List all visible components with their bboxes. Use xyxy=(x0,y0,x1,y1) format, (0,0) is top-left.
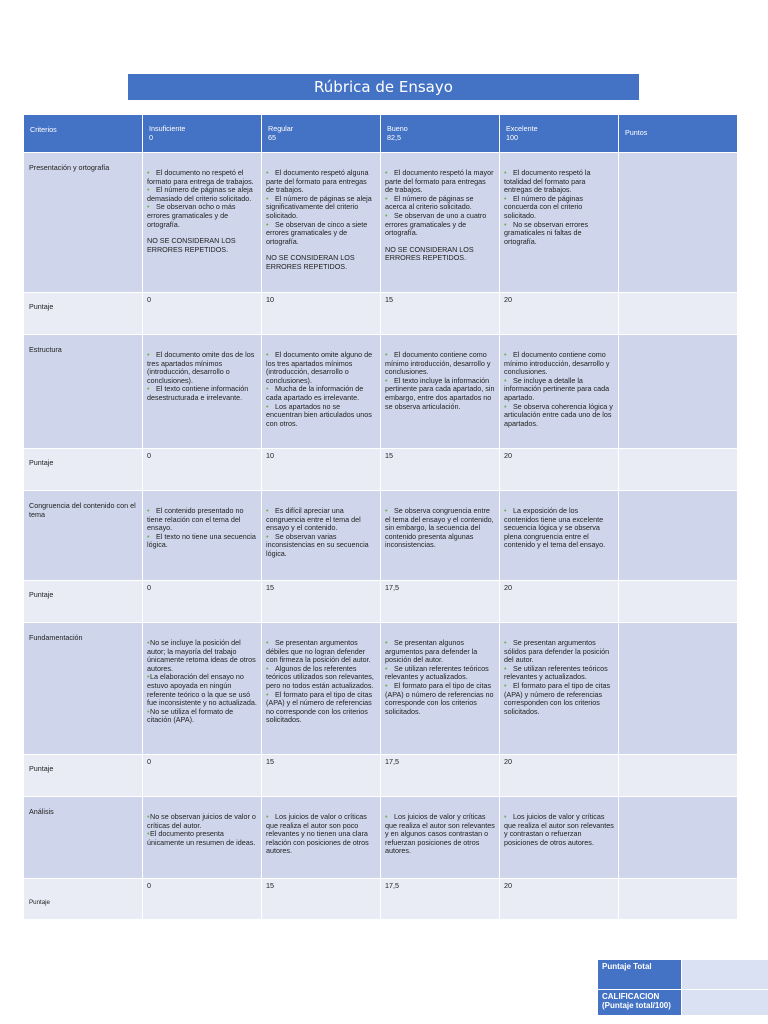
descriptor-list xyxy=(147,351,257,403)
descriptor-list xyxy=(385,639,495,716)
descriptor-insuficiente xyxy=(143,623,262,755)
descriptor-list xyxy=(385,813,495,856)
descriptor-item xyxy=(385,169,495,195)
score-excelente: 20 xyxy=(500,879,619,920)
descriptor-list xyxy=(504,351,614,428)
bullet-icon: • xyxy=(266,689,269,699)
descriptor-text: El número de páginas se aleja demasiado del criterio solicitado. xyxy=(147,185,253,203)
descriptor-text: La elaboración del ensayo no estuvo apoyada en ningún referente teórico o la que se usó fue inconsistente y no actualizada. xyxy=(147,672,257,708)
descriptor-text: El número de páginas se aleja significativamente del criterio solicitado. xyxy=(266,193,372,220)
score-excelente: 20 xyxy=(500,581,619,623)
descriptor-text: Los juicios de valor y críticas que realiza el autor son relevantes y contrastan o refuerzan posiciones de otros autores. xyxy=(504,812,614,847)
descriptor-excelente xyxy=(500,153,619,293)
points-cell[interactable] xyxy=(619,491,738,581)
score-label: Puntaje xyxy=(24,879,143,920)
score-insuficiente: 0 xyxy=(143,449,262,491)
header-level-insuficiente xyxy=(143,115,262,153)
score-bueno: 17,5 xyxy=(381,879,500,920)
total-score-value[interactable] xyxy=(682,960,768,990)
descriptor-excelente xyxy=(500,491,619,581)
descriptor-text: El documento respetó alguna parte del formato para entregas de trabajos. xyxy=(266,168,369,195)
descriptor-text: Se incluye a detalle la información pertinente para cada apartado. xyxy=(504,375,610,402)
descriptor-regular xyxy=(262,153,381,293)
bullet-icon: • xyxy=(266,531,269,541)
score-excelente: 20 xyxy=(500,449,619,491)
descriptor-text: Se presentan argumentos débiles que no logran defender con firmeza la posición del autor. xyxy=(266,638,371,665)
bullet-icon: • xyxy=(147,531,150,541)
descriptor-text: No se utiliza el formato de citación (APA). xyxy=(147,706,234,725)
rubric-table xyxy=(23,114,738,920)
descriptor-item xyxy=(504,403,614,429)
descriptor-text: Se observa congruencia entre el tema del ensayo y el contenido, sin embargo, la secuencia del contenido presenta algunas inconsistencias. xyxy=(385,506,494,550)
descriptor-item xyxy=(147,533,257,550)
level-value: 65 xyxy=(268,132,276,142)
bullet-icon: • xyxy=(266,506,269,515)
descriptor-insuficiente xyxy=(143,797,262,879)
descriptor-list xyxy=(266,169,376,246)
descriptor-text: Algunos de los referentes teóricos utilizados son relevantes, pero no todos están actualizados. xyxy=(266,663,374,690)
score-regular: 10 xyxy=(262,449,381,491)
descriptor-item xyxy=(504,813,614,847)
descriptor-text: El texto contiene información desestructurada e irrelevante. xyxy=(147,384,249,402)
descriptor-insuficiente xyxy=(143,153,262,293)
bullet-icon: • xyxy=(147,812,150,821)
bullet-icon: • xyxy=(385,663,388,673)
bullet-icon: • xyxy=(266,384,269,394)
score-row xyxy=(24,293,738,335)
descriptor-item xyxy=(385,195,495,212)
descriptor-item xyxy=(385,682,495,716)
bullet-icon: • xyxy=(385,506,388,515)
descriptor-item xyxy=(266,385,376,402)
descriptor-list xyxy=(266,351,376,428)
bullet-icon: • xyxy=(504,193,507,203)
descriptor-list xyxy=(147,169,257,229)
descriptor-item xyxy=(504,221,614,247)
descriptor-item xyxy=(266,507,376,533)
criterion-name: Fundamentación xyxy=(24,623,143,755)
score-regular: 15 xyxy=(262,581,381,623)
descriptor-regular xyxy=(262,797,381,879)
header-criterios: Criterios xyxy=(24,115,143,153)
bullet-icon: • xyxy=(147,506,150,515)
descriptor-item xyxy=(504,682,614,716)
bullet-icon: • xyxy=(504,375,507,385)
descriptor-item xyxy=(266,351,376,385)
descriptor-item xyxy=(385,212,495,238)
descriptor-list xyxy=(504,169,614,246)
bullet-icon: • xyxy=(504,812,507,821)
grade-label xyxy=(598,990,682,1016)
descriptor-item xyxy=(266,665,376,691)
descriptor-bueno xyxy=(381,153,500,293)
descriptor-item xyxy=(504,639,614,665)
header-level-excelente xyxy=(500,115,619,153)
descriptor-text: El texto incluye la información pertinente para cada apartado, sin embargo, entre dos apartados no se observa articulación. xyxy=(385,375,495,411)
criterion-row xyxy=(24,335,738,449)
descriptor-text: El número de páginas se acerca al criterio solicitado. xyxy=(385,193,474,212)
descriptor-insuficiente xyxy=(143,335,262,449)
descriptor-item xyxy=(504,665,614,682)
bullet-icon: • xyxy=(147,185,150,195)
points-cell[interactable] xyxy=(619,335,738,449)
descriptor-text: El documento presenta únicamente un resumen de ideas. xyxy=(147,829,256,847)
descriptor-note: NO SE CONSIDERAN LOS ERRORES REPETIDOS. xyxy=(147,236,236,254)
points-cell[interactable] xyxy=(619,797,738,879)
descriptor-text: El formato para el tipo de citas (APA) y el número de referencias no corresponde con los criterios solicitados. xyxy=(266,689,373,725)
descriptor-list xyxy=(147,639,257,725)
rubric-title: Rúbrica de Ensayo xyxy=(128,74,639,100)
score-points-cell[interactable] xyxy=(619,449,738,491)
bullet-icon: • xyxy=(266,350,269,359)
descriptor-list xyxy=(504,507,614,550)
descriptor-text: No se observan juicios de valor o críticas del autor. xyxy=(147,812,256,830)
level-value: 82,5 xyxy=(387,132,401,142)
descriptor-list xyxy=(147,813,257,847)
criterion-name: Estructura xyxy=(24,335,143,449)
descriptor-text: El documento omite dos de los tres apartados mínimos (introducción, desarrollo o conclusiones). xyxy=(147,350,255,385)
bullet-icon: • xyxy=(504,401,507,411)
points-cell[interactable] xyxy=(619,153,738,293)
descriptor-list xyxy=(147,507,257,550)
descriptor-item xyxy=(385,665,495,682)
descriptor-item xyxy=(266,639,376,665)
descriptor-text: Es difícil apreciar una congruencia entre el tema del ensayo y el contenido. xyxy=(266,506,361,533)
bullet-icon: • xyxy=(385,168,388,177)
descriptor-list xyxy=(266,639,376,725)
descriptor-text: Se observan de uno a cuatro errores gramaticales y de ortografía. xyxy=(385,210,487,238)
bullet-icon: • xyxy=(385,193,388,203)
score-insuficiente: 0 xyxy=(143,755,262,797)
descriptor-text: El documento respetó la totalidad del formato para entregas de trabajos. xyxy=(504,168,591,195)
criterion-row xyxy=(24,623,738,755)
score-row xyxy=(24,449,738,491)
score-label: Puntaje xyxy=(24,293,143,335)
bullet-icon: • xyxy=(147,638,150,647)
score-points-cell[interactable] xyxy=(619,755,738,797)
descriptor-text: La exposición de los contenidos tiene una excelente secuencia lógica y se observa plena congruencia entre el contenido y el tema del ensayo. xyxy=(504,506,606,550)
bullet-icon: • xyxy=(385,638,388,647)
bullet-icon: • xyxy=(385,812,388,821)
descriptor-note: NO SE CONSIDERAN LOS ERRORES REPETIDOS. xyxy=(385,244,474,263)
bullet-icon: • xyxy=(266,638,269,647)
descriptor-text: Se observa coherencia lógica y articulación entre cada uno de los apartados. xyxy=(504,401,613,428)
descriptor-text: El número de páginas concuerda con el criterio solicitado. xyxy=(504,193,583,220)
score-points-cell[interactable] xyxy=(619,581,738,623)
descriptor-item xyxy=(504,169,614,195)
descriptor-list xyxy=(504,639,614,716)
descriptor-item xyxy=(266,691,376,725)
bullet-icon: • xyxy=(266,812,269,821)
score-excelente: 20 xyxy=(500,755,619,797)
descriptor-insuficiente xyxy=(143,491,262,581)
descriptor-item xyxy=(266,813,376,856)
bullet-icon: • xyxy=(147,350,150,359)
descriptor-bueno xyxy=(381,491,500,581)
bullet-icon: • xyxy=(504,506,507,515)
descriptor-text: No se observan errores gramaticales ni faltas de ortografía. xyxy=(504,219,589,246)
score-regular: 15 xyxy=(262,755,381,797)
descriptor-text: Se observan de cinco a siete errores gramaticales y de ortografía. xyxy=(266,219,368,246)
score-points-cell[interactable] xyxy=(619,293,738,335)
descriptor-text: El formato para el tipo de citas (APA) o número de referencias no corresponde con los criterios solicitados. xyxy=(385,680,494,716)
descriptor-item xyxy=(504,195,614,221)
score-insuficiente: 0 xyxy=(143,293,262,335)
descriptor-regular xyxy=(262,335,381,449)
descriptor-text: No se incluye la posición del autor; la mayoría del trabajo únicamente retoma ideas de otros autores. xyxy=(147,638,256,673)
bullet-icon: • xyxy=(147,672,150,682)
score-row xyxy=(24,581,738,623)
descriptor-item xyxy=(147,169,257,186)
score-insuficiente: 0 xyxy=(143,581,262,623)
descriptor-item xyxy=(266,533,376,559)
score-regular: 15 xyxy=(262,879,381,920)
criterion-name: Congruencia del contenido con el tema xyxy=(24,491,143,581)
descriptor-item xyxy=(385,639,495,665)
level-value: 100 xyxy=(506,132,518,142)
bullet-icon: • xyxy=(266,663,269,673)
header-level-regular xyxy=(262,115,381,153)
descriptor-text: Se observan ocho o más errores gramaticales y de ortografía. xyxy=(147,202,236,229)
score-insuficiente: 0 xyxy=(143,879,262,920)
bullet-icon: • xyxy=(266,193,269,203)
descriptor-list xyxy=(385,169,495,238)
score-points-cell[interactable] xyxy=(619,879,738,920)
descriptor-text: Se observan varias inconsistencias en su secuencia lógica. xyxy=(266,531,369,558)
descriptor-item xyxy=(385,507,495,550)
descriptor-list xyxy=(266,813,376,856)
score-row xyxy=(24,755,738,797)
descriptor-item xyxy=(385,813,495,856)
descriptor-item xyxy=(504,351,614,377)
criterion-name: Análisis xyxy=(24,797,143,879)
descriptor-item xyxy=(147,830,257,847)
descriptor-text: El documento contiene como mínimo introducción, desarrollo y conclusiones. xyxy=(385,350,491,377)
header-level-bueno xyxy=(381,115,500,153)
bullet-icon: • xyxy=(266,219,269,229)
bullet-icon: • xyxy=(504,219,507,229)
bullet-icon: • xyxy=(385,375,388,385)
grade-label-line: (Puntaje total/100) xyxy=(602,1001,671,1010)
descriptor-item xyxy=(266,195,376,221)
level-name: Insuficiente xyxy=(149,124,186,133)
descriptor-text: El documento contiene como mínimo introducción, desarrollo y conclusiones. xyxy=(504,350,610,377)
descriptor-note: NO SE CONSIDERAN LOS ERRORES REPETIDOS. xyxy=(266,253,355,271)
criterion-row xyxy=(24,797,738,879)
level-name: Excelente xyxy=(506,124,538,133)
level-value: 0 xyxy=(149,132,153,142)
score-bueno: 17,5 xyxy=(381,755,500,797)
bullet-icon: • xyxy=(504,350,507,359)
descriptor-item xyxy=(385,351,495,377)
header-row xyxy=(24,115,738,153)
bullet-icon: • xyxy=(504,663,507,673)
descriptor-item xyxy=(147,203,257,229)
descriptor-item xyxy=(504,507,614,550)
descriptor-text: El texto no tiene una secuencia lógica. xyxy=(147,531,256,550)
descriptor-item xyxy=(147,351,257,385)
descriptor-item xyxy=(504,377,614,403)
score-row xyxy=(24,879,738,920)
descriptor-text: El documento no respetó el formato para entrega de trabajos. xyxy=(147,168,254,186)
score-excelente: 20 xyxy=(500,293,619,335)
descriptor-bueno xyxy=(381,335,500,449)
descriptor-item xyxy=(147,813,257,830)
score-bueno: 15 xyxy=(381,449,500,491)
descriptor-item xyxy=(266,169,376,195)
descriptor-text: Mucha de la información de cada apartado es irrelevante. xyxy=(266,384,364,402)
bullet-icon: • xyxy=(147,202,150,212)
header-puntos: Puntos xyxy=(619,115,738,153)
descriptor-text: El documento respetó la mayor parte del formato para entregas de trabajos. xyxy=(385,168,494,195)
descriptor-item xyxy=(147,673,257,707)
total-score-label: Puntaje Total xyxy=(598,960,682,990)
descriptor-text: Se presentan argumentos sólidos para defender la posición del autor. xyxy=(504,638,610,665)
descriptor-item xyxy=(266,221,376,247)
level-name: Bueno xyxy=(387,124,408,133)
bullet-icon: • xyxy=(504,638,507,647)
criterion-row xyxy=(24,153,738,293)
summary-table xyxy=(597,959,768,1016)
descriptor-text: Los juicios de valor y críticas que realiza el autor son relevantes y en algunos casos contrastan o refuerzan posiciones de otros autores. xyxy=(385,812,495,856)
bullet-icon: • xyxy=(147,706,150,716)
score-bueno: 15 xyxy=(381,293,500,335)
descriptor-text: Los juicios de valor o críticas que realiza el autor son poco relevantes y no tienen una clara relación con posiciones de otros autores. xyxy=(266,812,369,856)
descriptor-item xyxy=(147,507,257,533)
descriptor-item xyxy=(266,403,376,429)
descriptor-bueno xyxy=(381,797,500,879)
score-label: Puntaje xyxy=(24,581,143,623)
descriptor-text: El formato para el tipo de citas (APA) y número de referencias corresponden con los criterios solicitados. xyxy=(504,680,611,716)
grade-label-line: CALIFICACION xyxy=(602,992,660,1001)
descriptor-text: Se utilizan referentes teóricos relevantes y actualizados. xyxy=(385,663,489,682)
descriptor-list xyxy=(385,507,495,550)
descriptor-list xyxy=(385,351,495,411)
descriptor-text: El documento omite alguno de los tres apartados mínimos (introducción, desarrollo o conclusiones). xyxy=(266,350,373,385)
bullet-icon: • xyxy=(385,210,388,220)
bullet-icon: • xyxy=(385,680,388,690)
bullet-icon: • xyxy=(147,829,150,839)
bullet-icon: • xyxy=(147,168,150,177)
descriptor-item xyxy=(147,385,257,402)
descriptor-bueno xyxy=(381,623,500,755)
descriptor-excelente xyxy=(500,623,619,755)
score-regular: 10 xyxy=(262,293,381,335)
points-cell[interactable] xyxy=(619,623,738,755)
criterion-row xyxy=(24,491,738,581)
bullet-icon: • xyxy=(504,680,507,690)
descriptor-item xyxy=(147,708,257,725)
descriptor-item xyxy=(147,186,257,203)
bullet-icon: • xyxy=(266,168,269,177)
grade-value[interactable] xyxy=(682,990,768,1016)
bullet-icon: • xyxy=(504,168,507,177)
bullet-icon: • xyxy=(147,384,150,394)
level-name: Regular xyxy=(268,124,294,133)
descriptor-text: El contenido presentado no tiene relación con el tema del ensayo. xyxy=(147,506,244,533)
score-bueno: 17,5 xyxy=(381,581,500,623)
score-label: Puntaje xyxy=(24,449,143,491)
descriptor-excelente xyxy=(500,335,619,449)
descriptor-item xyxy=(385,377,495,411)
descriptor-text: Se utilizan referentes teóricos relevantes y actualizados. xyxy=(504,663,608,682)
descriptor-list xyxy=(504,813,614,847)
descriptor-item xyxy=(147,639,257,673)
descriptor-excelente xyxy=(500,797,619,879)
descriptor-text: Se presentan algunos argumentos para defender la posición del autor. xyxy=(385,638,478,665)
descriptor-regular xyxy=(262,491,381,581)
descriptor-regular xyxy=(262,623,381,755)
score-label: Puntaje xyxy=(24,755,143,797)
criterion-name: Presentación y ortografía xyxy=(24,153,143,293)
descriptor-text: Los apartados no se encuentran bien articulados unos con otros. xyxy=(266,401,372,428)
bullet-icon: • xyxy=(266,401,269,411)
descriptor-list xyxy=(266,507,376,559)
bullet-icon: • xyxy=(385,350,388,359)
